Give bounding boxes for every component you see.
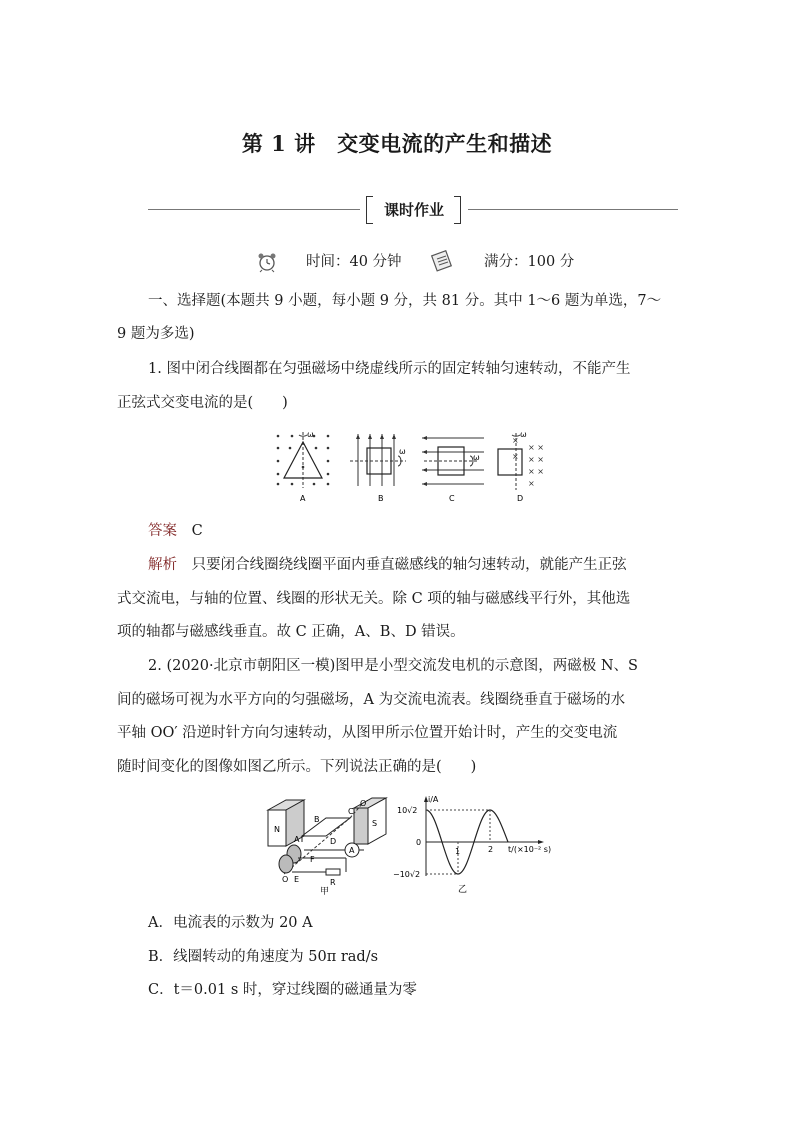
page-title: 第 1 讲 交变电流的产生和描述 — [241, 131, 553, 156]
fig-yi-label: 乙 — [458, 885, 468, 895]
q2-stem-line2: 间的磁场可视为水平方向的匀强磁场，A 为交流电流表。线圈绕垂直于磁场的水 — [117, 692, 626, 708]
alarm-clock-icon — [256, 251, 278, 273]
label-e: E — [294, 875, 300, 884]
fig-label-d: D — [517, 494, 524, 503]
label-d: D — [330, 837, 337, 846]
omega-a: ω — [307, 430, 314, 439]
q1-analysis-line1 — [148, 549, 627, 581]
q2-option-c: C．t＝0.01 s 时，穿过线圈的磁通量为零 — [148, 982, 417, 998]
score-sheet-icon — [430, 250, 454, 272]
svg-text:× ×: × × — [528, 443, 544, 452]
q1-analysis-line3: 项的轴都与磁感线垂直。故 C 正确，A、B、D 错误。 — [117, 624, 465, 640]
figure-b — [350, 434, 406, 486]
fig-jia-label: 甲 — [320, 887, 330, 896]
divider-left — [148, 209, 360, 210]
label-c: C — [348, 807, 354, 816]
svg-text:× ×: × × — [528, 467, 544, 476]
fig-label-a: A — [300, 494, 306, 503]
svg-text:×: × — [512, 436, 519, 445]
svg-text:×: × — [528, 479, 535, 488]
divider-right — [468, 209, 678, 210]
yi-xtick-1: 1 — [455, 847, 461, 856]
yi-xtick-2: 2 — [488, 845, 494, 854]
fig-label-c: C — [449, 494, 455, 503]
section-banner: 课时作业 — [383, 201, 444, 219]
yi-ytick-top: 10√2 — [397, 806, 418, 815]
figure-c — [422, 436, 484, 486]
yi-ytick-zero: 0 — [416, 838, 422, 847]
pole-n: N — [274, 825, 280, 834]
label-r: R — [330, 878, 336, 887]
q2-stem-line1: 2. (2020·北京市朝阳区一模)图甲是小型交流发电机的示意图，两磁极 N、S — [148, 658, 638, 674]
analysis-text: 只要闭合线圈绕线圈平面内垂直磁感线的轴匀速转动，就能产生正弦 — [191, 557, 627, 573]
yi-ylabel: i/A — [428, 795, 439, 804]
q2-option-a: A．电流表的示数为 20 A — [148, 915, 313, 931]
analysis-label: 解析 — [148, 557, 177, 573]
fig-label-b: B — [378, 494, 384, 503]
label-o-prime: O′ — [360, 799, 369, 808]
yi-xlabel: t/(×10⁻² s) — [508, 845, 552, 854]
q2-figure-jia — [264, 792, 394, 896]
score-label: 满分：100 分 — [484, 254, 575, 270]
omega-d: ω — [520, 430, 527, 439]
svg-text:×: × — [512, 452, 519, 461]
omega-c: ω — [473, 453, 480, 462]
q2-option-b: B．线圈转动的角速度为 50π rad/s — [148, 949, 379, 965]
q1-figure — [270, 430, 560, 504]
answer-label: 答案 — [148, 523, 177, 539]
label-b: B — [314, 815, 320, 824]
q1-stem-line2: 正弦式交变电流的是( ) — [117, 395, 288, 411]
q2-stem-line3: 平轴 OO′ 沿逆时针方向匀速转动，从图甲所示位置开始计时，产生的交变电流 — [117, 725, 618, 741]
answer-value: C — [191, 523, 203, 539]
omega-b: ω — [399, 447, 406, 456]
label-o: O — [282, 875, 289, 884]
figure-d — [498, 430, 544, 490]
svg-text:× ×: × × — [528, 455, 544, 464]
time-label: 时间：40 分钟 — [306, 254, 402, 270]
q2-stem-line4: 随时间变化的图像如图乙所示。下列说法正确的是( ) — [117, 759, 477, 775]
section1-line2: 9 题为多选) — [117, 326, 195, 342]
label-f: F — [310, 855, 315, 864]
figure-a — [277, 430, 330, 488]
label-a: A — [294, 835, 300, 844]
q1-analysis-line2: 式交流电，与轴的位置、线圈的形状无关。除 C 项的轴与磁感线平行外，其他选 — [117, 591, 631, 607]
yi-ytick-bottom: −10√2 — [393, 870, 421, 879]
q1-stem-line1: 1. 图中闭合线圈都在匀强磁场中绕虚线所示的固定转轴匀速转动，不能产生 — [148, 361, 631, 377]
q1-answer — [148, 515, 203, 547]
ammeter: A — [349, 846, 355, 855]
pole-s: S — [372, 819, 378, 828]
section1-line1: 一、选择题(本题共 9 小题，每小题 9 分，共 81 分。其中 1～6 题为单选，7～ — [148, 293, 662, 309]
q2-figure-yi — [392, 792, 592, 896]
